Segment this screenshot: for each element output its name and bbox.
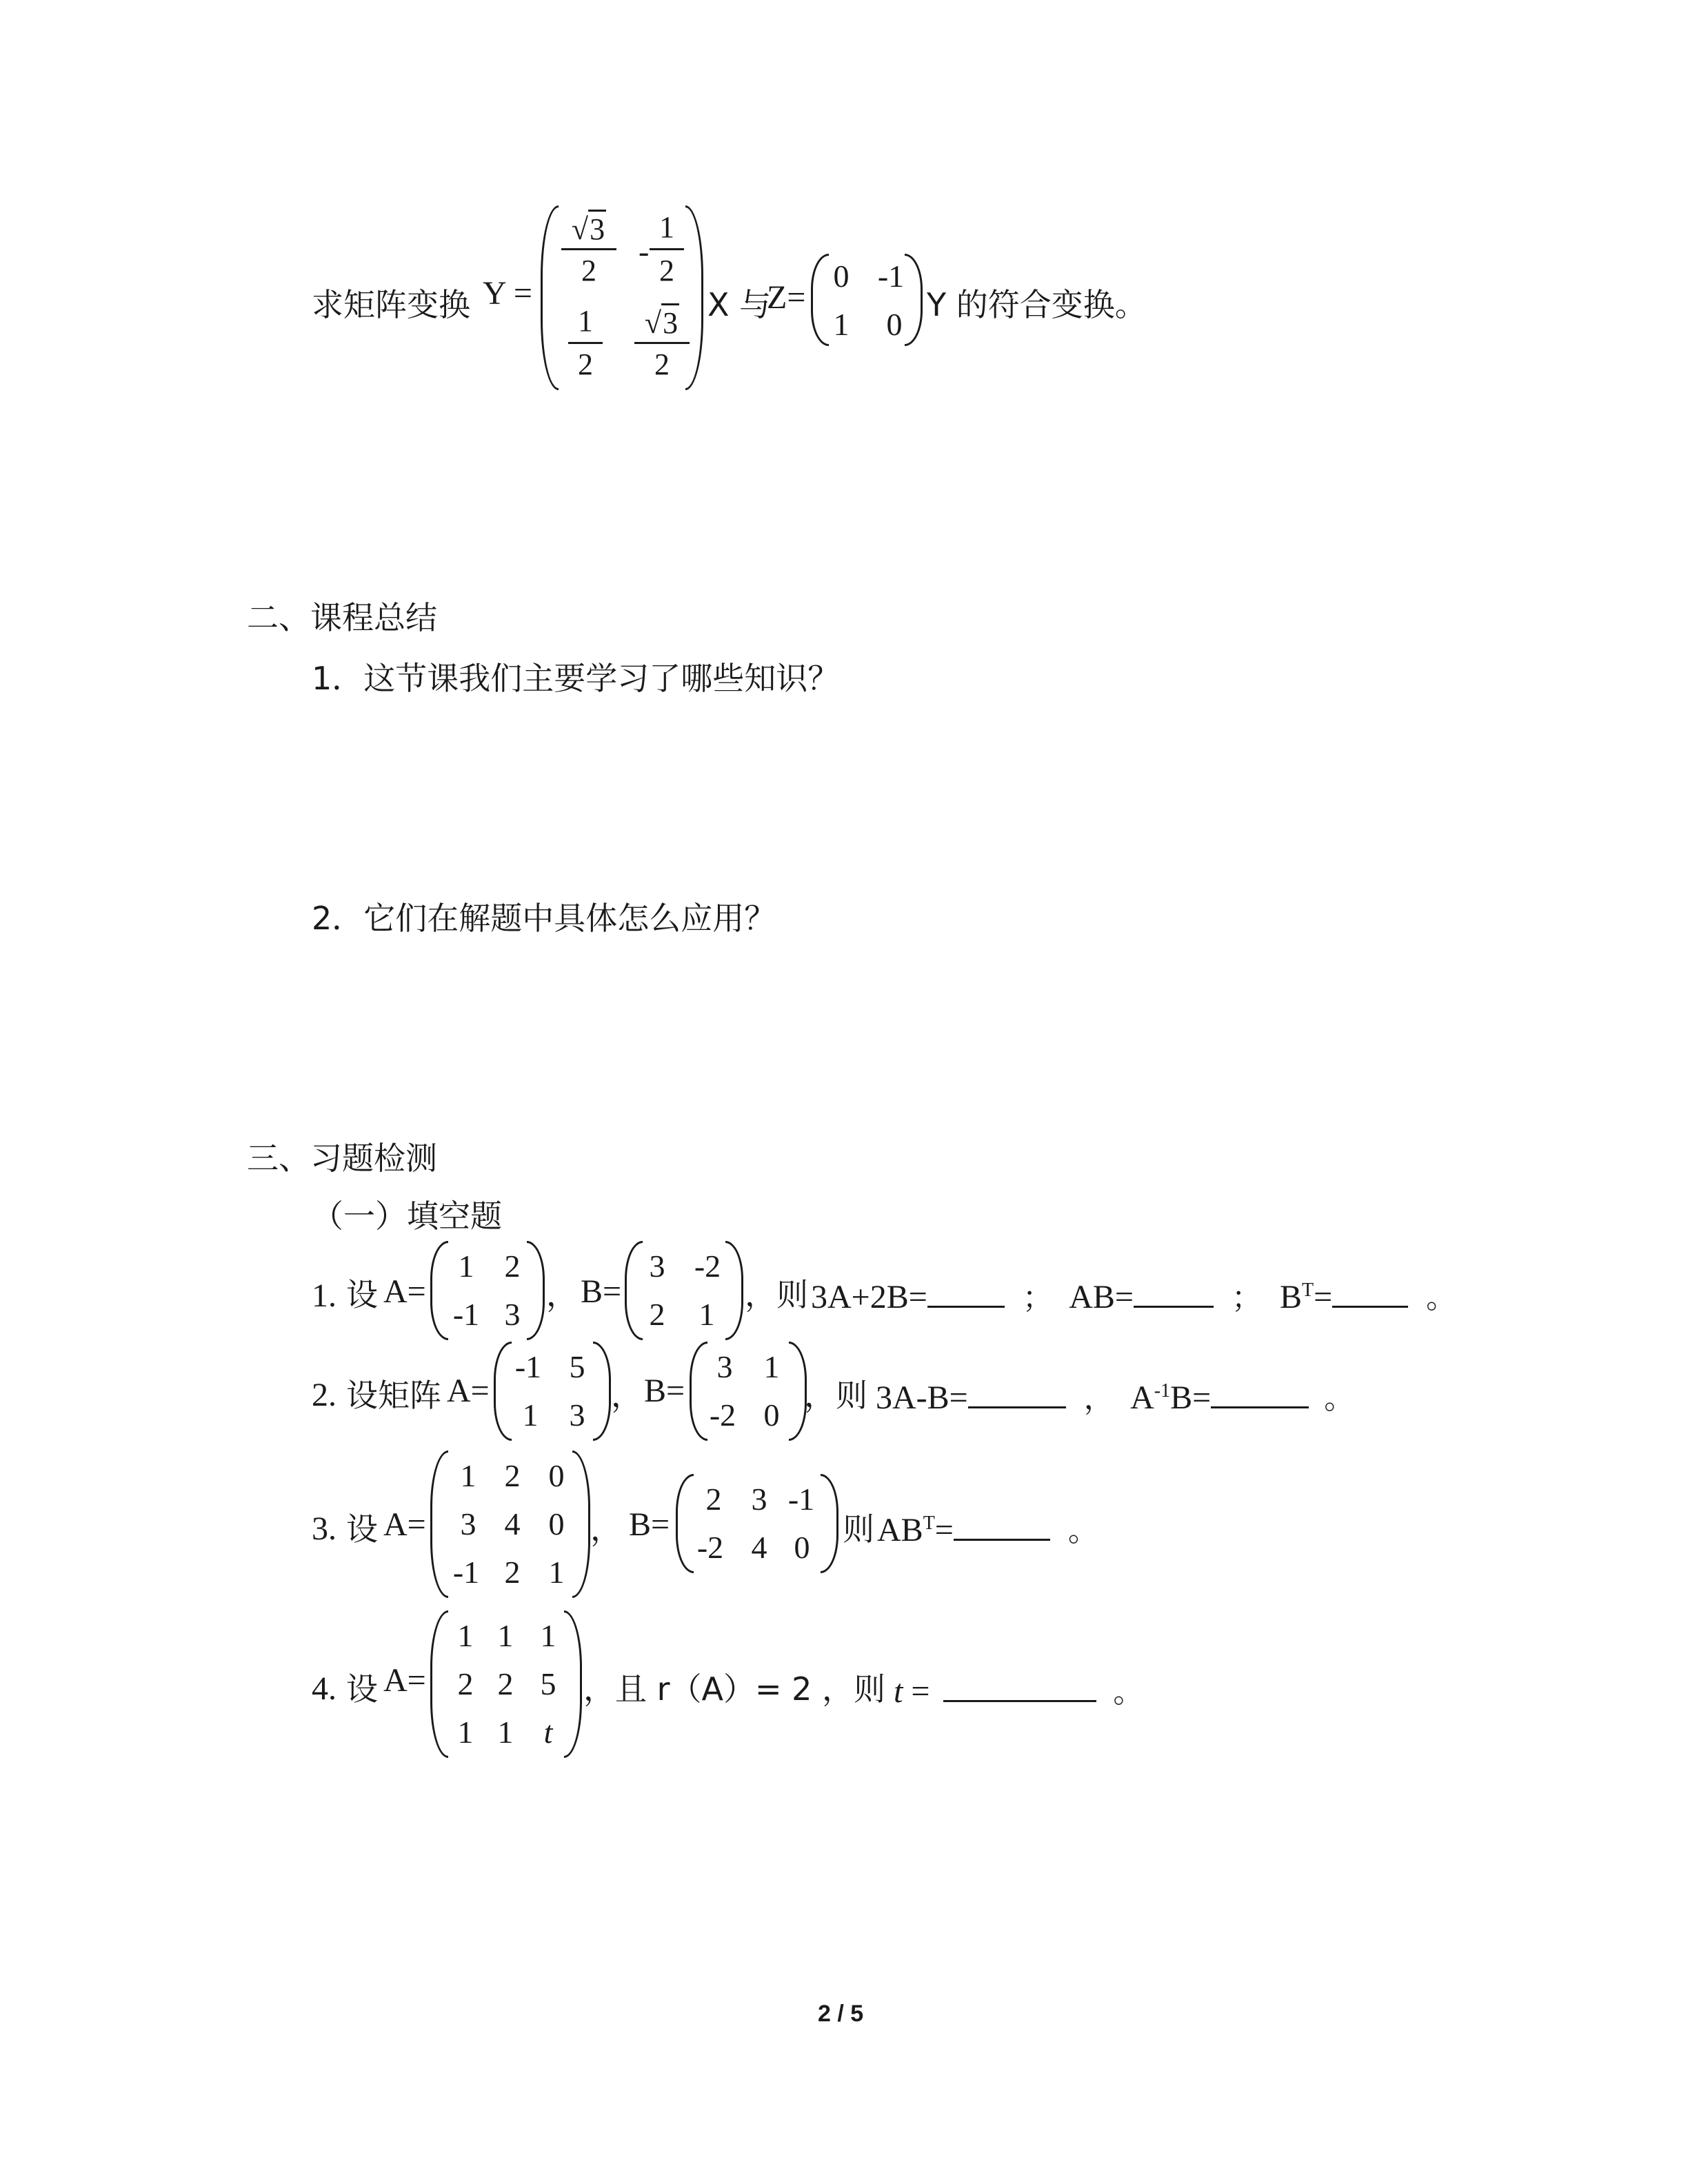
p2-expressions [876,1373,1354,1417]
section3-subheading: （一）填空题 [312,1197,502,1235]
p1-expressions [811,1273,1456,1317]
matrix-cell: 0 [794,1530,810,1565]
matrix-cell: 3 [716,1349,733,1384]
p2-comma: ， [611,1377,643,1414]
matrix-cell: -1 [787,1482,815,1517]
section2-heading: 二、课程总结 [247,599,437,636]
matrix-cell: -1 [452,1297,480,1332]
z-label: Z= [767,279,806,316]
matrix-cell: 2 [457,1666,474,1701]
p2-answer-blank-2[interactable] [1211,1376,1309,1408]
matrix-cell: 3 [751,1482,767,1517]
p1-a-label: A= [383,1273,426,1310]
z-matrix [811,254,923,346]
p3-expr-1: AB [877,1512,923,1548]
matrix-cell: 2 [504,1555,521,1590]
p2-expr-2-base: A [1130,1379,1154,1416]
p4-t-var: t [894,1673,903,1710]
p1-answer-blank-1[interactable] [927,1275,1005,1308]
p2-lead: 设矩阵 [346,1377,441,1414]
p3-answer-blank[interactable] [954,1508,1050,1541]
matrix-cell: 2 [649,1297,665,1332]
matrix-cell: 1 [540,1618,556,1653]
p1-expr-3-sup: T [1301,1280,1314,1301]
p1-answer-blank-3[interactable] [1332,1275,1408,1308]
y-matrix-r2c2: √3 2 [634,303,690,383]
p1-matrix-a [430,1241,545,1340]
p4-condition: ，且 r（A）= 2 ，则 [583,1670,886,1708]
page-number: 2 / 5 [818,2001,864,2027]
matrix-cell: 2 [705,1482,722,1517]
y-matrix-r2c1: 1 2 [568,303,603,383]
matrix-cell: 1 [460,1458,476,1493]
p4-t-eq: = [911,1673,930,1710]
section3-heading: 三、习题检测 [247,1140,437,1177]
p1-expr-1: 3A+2B= [811,1279,927,1315]
matrix-cell: t [543,1715,553,1750]
matrix-cell: 4 [751,1530,767,1565]
p4-end: 。 [1113,1675,1144,1710]
z-matrix-cell: 0 [833,259,850,294]
matrix-cell: 1 [548,1555,565,1590]
y-label: Y = [483,275,532,312]
p1-expr-3-eq: = [1314,1279,1333,1315]
z-matrix-cell: -1 [877,259,905,294]
matrix-cell: 0 [763,1397,780,1433]
matrix-cell: 1 [458,1248,474,1284]
p3-matrix-b [676,1474,838,1573]
p1-expr-3: B [1279,1279,1302,1315]
matrix-cell: -2 [709,1397,736,1433]
p3-lead: 设 [346,1510,378,1548]
p2-expr-2-sup: -1 [1154,1380,1171,1402]
matrix-cell: 3 [569,1397,585,1433]
p3-expr-1-sup: T [923,1513,935,1534]
matrix-cell: 1 [497,1618,514,1653]
matrix-cell: 1 [699,1297,715,1332]
matrix-cell: 3 [504,1297,521,1332]
p1-end: 。 [1426,1280,1457,1315]
p1-matrix-b [625,1241,743,1340]
y-matrix [541,205,703,390]
p2-expr-1: 3A-B= [876,1379,968,1416]
p2-a-label: A= [447,1373,490,1409]
p2-number: 2. [312,1377,336,1413]
matrix-cell: 4 [504,1506,521,1541]
p1-number: 1. [312,1277,336,1314]
section2-question-2: 2．它们在解题中具体怎么应用？ [312,900,776,937]
matrix-cell: 2 [497,1666,514,1701]
p3-expressions [877,1506,1098,1550]
intro-prefix: 求矩阵变换 [312,286,470,323]
matrix-cell: -1 [452,1555,480,1590]
y-matrix-r1c2-sign: - [639,234,650,269]
intro-suffix: Y 的符合变换。 [927,286,1147,323]
p3-then: 则 [843,1510,874,1548]
p4-matrix-a [430,1610,582,1758]
p1-answer-blank-2[interactable] [1134,1275,1214,1308]
matrix-cell: 1 [457,1618,474,1653]
matrix-cell: 2 [504,1248,521,1284]
p1-sep-1: ； [1022,1280,1053,1315]
matrix-cell: 3 [460,1506,476,1541]
p1-expr-2: AB= [1069,1279,1134,1315]
z-matrix-cell: 1 [833,307,850,342]
p2-matrix-a [494,1342,611,1441]
p4-number: 4. [312,1670,336,1707]
p1-lead: 设 [346,1276,378,1313]
p3-a-label: A= [383,1506,426,1543]
matrix-cell: -1 [514,1349,542,1384]
p1-sep-2: ； [1231,1280,1262,1315]
p2-matrix-b [690,1342,807,1441]
matrix-cell: 0 [548,1458,565,1493]
p1-b-label: B= [581,1273,622,1310]
matrix-cell: -2 [694,1248,721,1284]
matrix-cell: 0 [548,1506,565,1541]
y-matrix-r1c1: √3 2 [561,210,616,289]
matrix-cell: 1 [763,1349,780,1384]
p3-comma: ， [590,1510,622,1548]
matrix-cell: 2 [504,1458,521,1493]
p4-answer-blank[interactable] [943,1670,1096,1702]
matrix-cell: 1 [522,1397,539,1433]
p3-end: 。 [1067,1513,1098,1548]
p3-b-label: B= [629,1506,670,1543]
p2-then: ，则 [804,1377,867,1414]
p3-number: 3. [312,1510,336,1547]
p1-comma: ， [546,1276,578,1313]
p3-matrix-a [430,1450,590,1598]
p3-expr-1-eq: = [934,1512,954,1548]
z-matrix-cell: 0 [886,307,903,342]
matrix-cell: 5 [569,1349,585,1384]
matrix-cell: -2 [696,1530,724,1565]
p4-lead: 设 [346,1670,378,1708]
matrix-cell: 1 [497,1715,514,1750]
p4-expressions [894,1667,1143,1711]
p2-b-label: B= [644,1373,685,1409]
p2-expr-2-rest: B= [1170,1379,1212,1416]
matrix-cell: 1 [457,1715,474,1750]
y-matrix-r1c2: 1 2 [650,210,684,289]
matrix-cell: 5 [540,1666,556,1701]
p2-end: 。 [1324,1381,1355,1416]
p4-a-label: A= [383,1662,426,1699]
p2-sep-1: ， [1083,1381,1114,1416]
intro-x-text: X 与 [707,286,772,323]
p2-answer-blank-1[interactable] [968,1376,1066,1408]
section2-question-1: 1．这节课我们主要学习了哪些知识？ [312,660,840,697]
matrix-cell: 3 [649,1248,665,1284]
p1-then: ，则 [745,1276,808,1313]
